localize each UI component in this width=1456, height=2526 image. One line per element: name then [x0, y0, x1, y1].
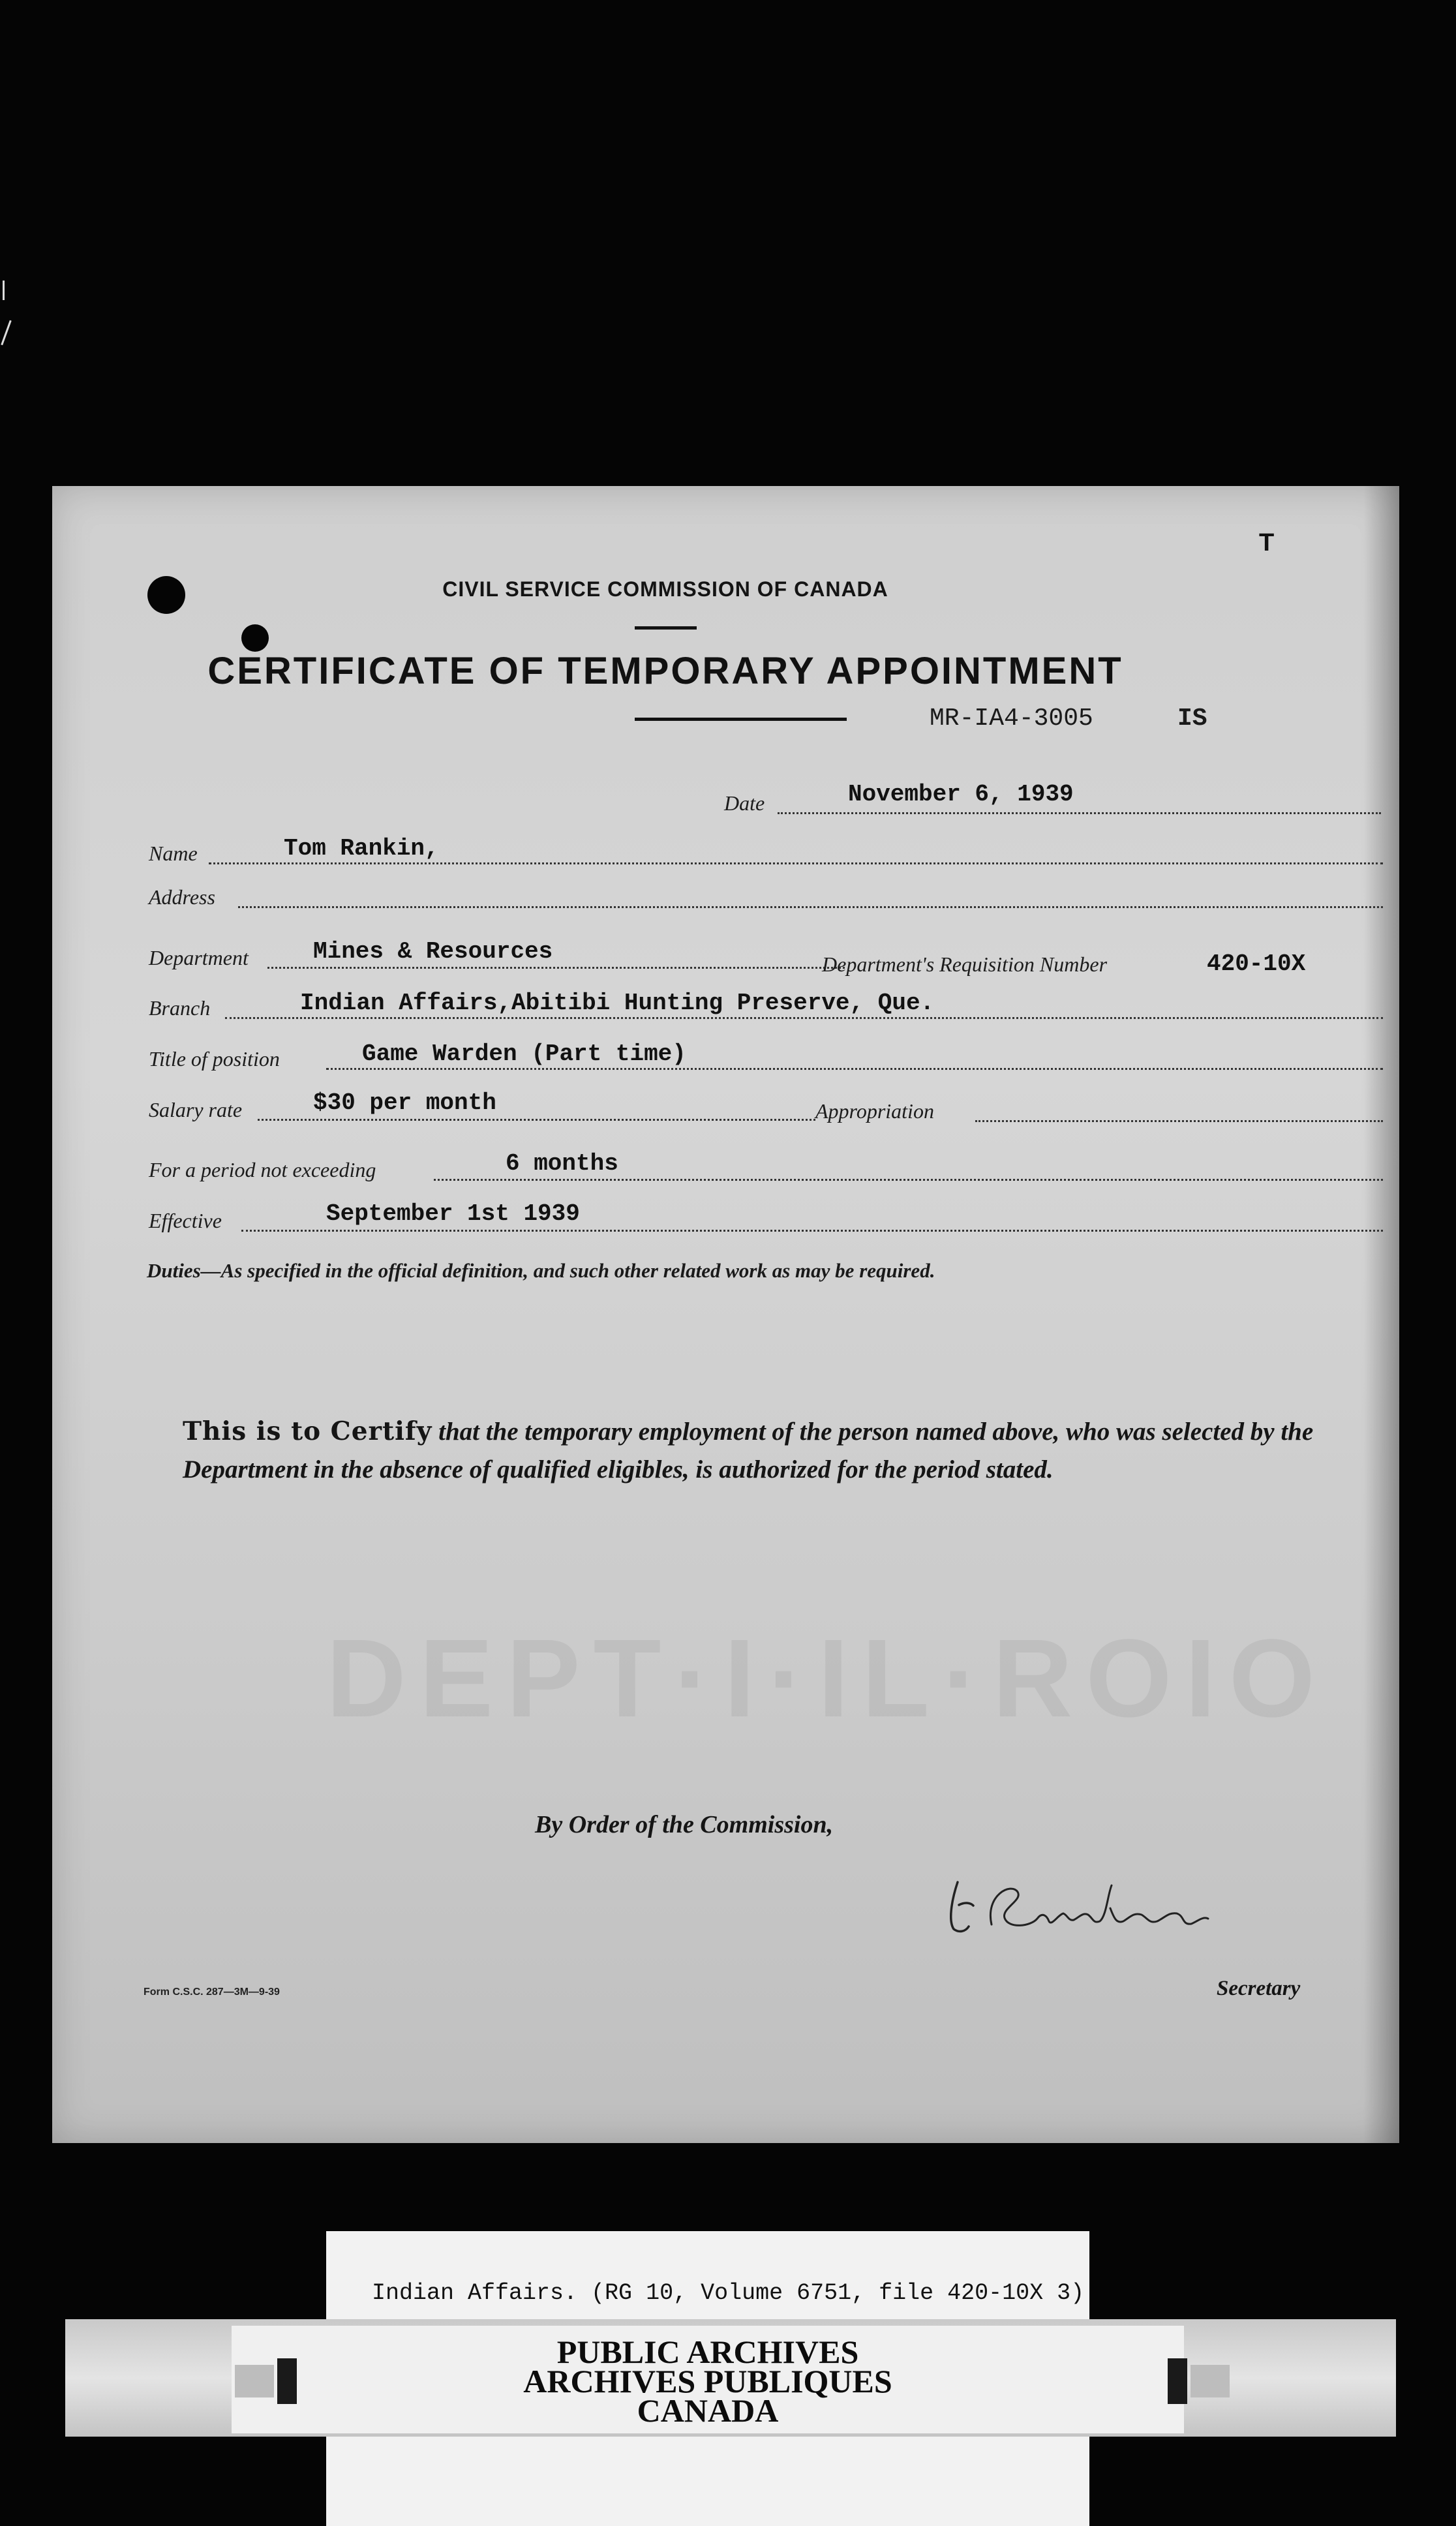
position-line — [326, 1068, 1383, 1070]
date-line — [778, 812, 1381, 814]
salary-label: Salary rate — [149, 1098, 243, 1121]
name-value: Tom Rankin, — [284, 835, 439, 862]
signature — [939, 1856, 1220, 1941]
header-rule — [635, 626, 697, 630]
bleed-through-text: DEPT·I·IL·ROIO — [326, 1617, 1328, 1741]
order-line: By Order of the Commission, — [535, 1811, 834, 1838]
effective-value: September 1st 1939 — [326, 1200, 580, 1227]
effective-label: Effective — [149, 1209, 222, 1232]
salary-value: $30 per month — [313, 1089, 496, 1116]
department-value: Mines & Resources — [313, 938, 553, 965]
date-label: Date — [724, 791, 765, 815]
paper-edge-shadow — [1363, 486, 1399, 2143]
film-scratch — [3, 281, 5, 300]
branch-label: Branch — [149, 996, 211, 1020]
branch-value: Indian Affairs,Abitibi Hunting Preserve, Que. — [300, 990, 935, 1016]
department-line — [267, 967, 845, 969]
form-number: Form C.S.C. 287—3M—9-39 — [144, 1986, 280, 1998]
department-label: Department — [149, 946, 249, 969]
archive-stamp-line1: PUBLIC ARCHIVES — [556, 2334, 859, 2370]
position-label: Title of position — [149, 1047, 280, 1071]
branch-line — [225, 1017, 1383, 1019]
clip-right-tab — [1191, 2365, 1230, 2397]
reference-suffix: IS — [1177, 705, 1207, 733]
archive-citation: Indian Affairs. (RG 10, Volume 6751, file 420-10X 3) — [372, 2280, 1085, 2306]
commission-name: CIVIL SERVICE COMMISSION OF CANADA — [442, 577, 888, 601]
punch-hole — [241, 624, 269, 652]
certify-text: that the temporary employment of the person named above, who was selected by the Department in the absence of qualified eligibles, is authorized for the period stated. — [183, 1418, 1314, 1484]
period-label: For a period not exceeding — [149, 1158, 376, 1181]
period-line — [434, 1179, 1383, 1181]
appropriation-label: Appropriation — [815, 1099, 934, 1123]
film-scratch — [1, 320, 11, 346]
certify-lead: This is to Certify — [183, 1416, 432, 1446]
address-label: Address — [149, 885, 215, 909]
reference-number: MR-IA4-3005 — [930, 705, 1093, 733]
period-value: 6 months — [506, 1150, 618, 1177]
date-value: November 6, 1939 — [848, 781, 1074, 808]
archive-stamp-line3: CANADA — [637, 2392, 779, 2429]
title-rule — [635, 718, 847, 721]
address-line — [238, 906, 1383, 908]
name-line — [209, 862, 1383, 864]
certify-paragraph — [183, 1412, 1383, 1489]
salary-line — [258, 1119, 815, 1121]
position-value: Game Warden (Part time) — [362, 1041, 686, 1067]
secretary-label: Secretary — [1217, 1977, 1301, 2000]
duties-text: Duties—As specified in the official definition, and such other related work as may be required. — [147, 1259, 935, 1282]
appropriation-line — [975, 1120, 1383, 1122]
name-label: Name — [149, 842, 198, 865]
requisition-label: Department's Requisition Number — [822, 952, 1108, 976]
requisition-value: 420-10X — [1207, 951, 1306, 977]
effective-line — [241, 1230, 1383, 1232]
certificate-title: CERTIFICATE OF TEMPORARY APPOINTMENT — [207, 650, 1123, 692]
archive-stamp-line2: ARCHIVES PUBLIQUES — [523, 2363, 892, 2399]
certificate-page — [52, 486, 1399, 2143]
corner-mark: T — [1259, 529, 1275, 556]
